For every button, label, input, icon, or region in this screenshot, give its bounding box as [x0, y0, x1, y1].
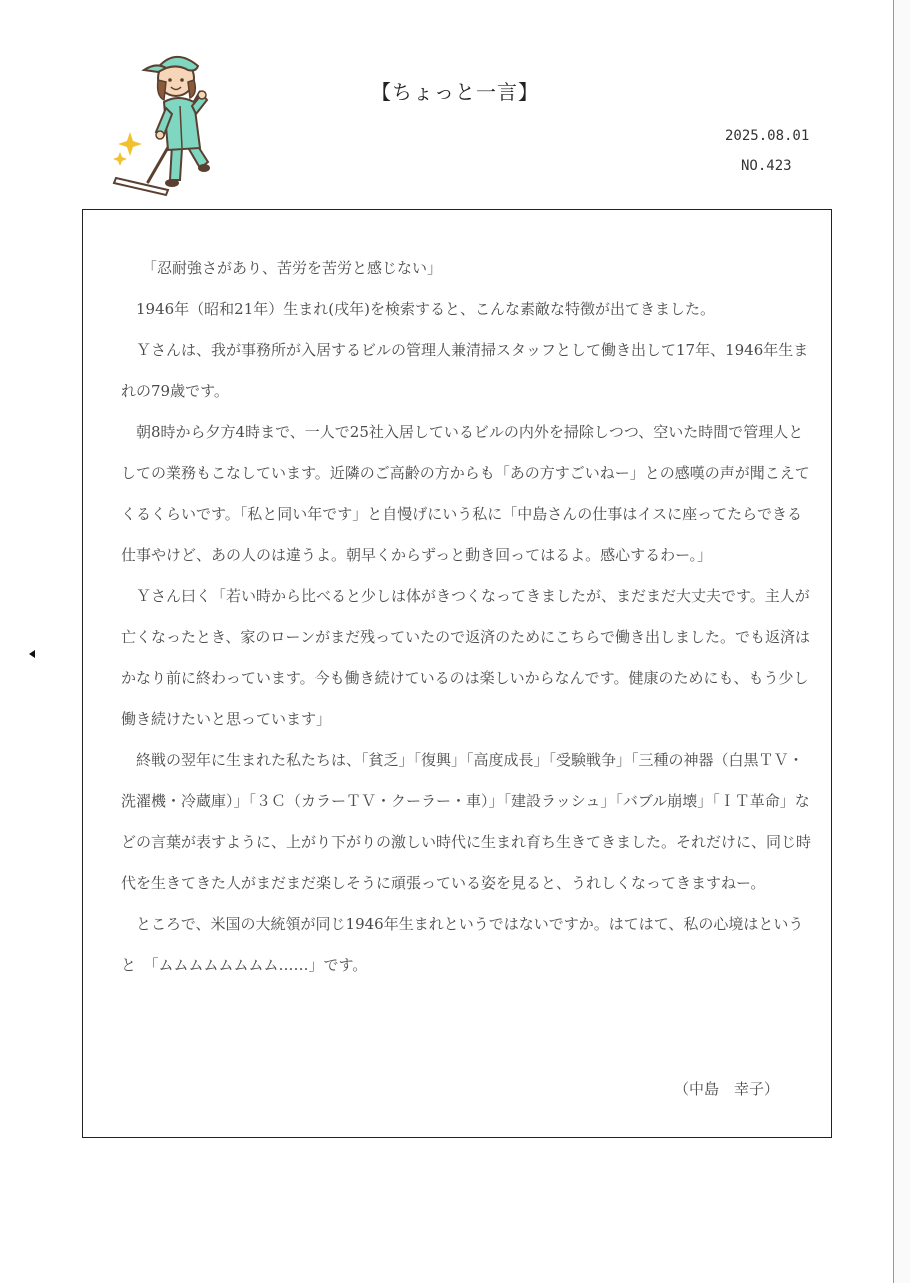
- issue-date: 2025.08.01: [725, 128, 810, 144]
- page-edge-scrollbar: [893, 0, 910, 1283]
- article-body: [121, 248, 811, 986]
- article-paragraph: 終戦の翌年に生まれた私たちは、「貧乏」「復興」「高度成長」「受験戦争」「三種の神器（白黒ＴＶ・洗濯機・冷蔵庫）」「３Ｃ（カラーＴＶ・クーラー・車）」「建設ラッシュ」「バブル崩壊」「ＩＴ革命」などの言葉が表すように、上がり下がりの激しい時代に生まれ育ち生きてきました。それだけに、同じ時代を生きてきた人がまだまだ楽しそうに頑張っている姿を見ると、うれしくなってきますねー。: [121, 751, 812, 892]
- article-box: [82, 209, 832, 1138]
- article-paragraph: ところで、米国の大統領が同じ1946年生まれというではないですか。はてはて、私の心境はというと 「ムムムムムムムム……」です。: [121, 915, 804, 974]
- article-paragraph: 朝8時から夕方4時まで、一人で25社入居しているビルの内外を掃除しつつ、空いた時間で管理人としての業務もこなしています。近隣のご高齢の方からも「あの方すごいねー」との感嘆の声が聞こえてくるくらいです。「私と同い年です」と自慢げにいう私に「中島さんの仕事はイスに座ってたらできる仕事やけど、あの人のは違うよ。朝早くからずっと動き回ってはるよ。感心するわー。」: [121, 423, 810, 564]
- article-paragraph: 「忍耐強さがあり、苦労を苦労と感じない」: [142, 259, 443, 277]
- article-paragraph: Ｙさん曰く「若い時から比べると少しは体がきつくなってきましたが、まだまだ大丈夫です。主人が亡くなったとき、家のローンがまだ残っていたので返済のためにこちらで働き出しました。でも返済はかなり前に終わっています。今も働き続けているのは楽しいからなんです。健康のためにも、もう少し働き続けたいと思っています」: [121, 587, 810, 728]
- article-paragraph: 1946年（昭和21年）生まれ(戌年)を検索すると、こんな素敵な特徴が出てきました。: [136, 300, 715, 318]
- cleaning-worker-icon: [108, 40, 218, 200]
- page-title: 【ちょっと一言】: [371, 80, 539, 104]
- left-arrow-icon[interactable]: [29, 650, 35, 658]
- author-signature: （中島 幸子）: [673, 1080, 779, 1098]
- article-paragraph: Ｙさんは、我が事務所が入居するビルの管理人兼清掃スタッフとして働き出して17年、1946年生まれの79歳です。: [121, 341, 809, 400]
- issue-number: NO.423: [741, 158, 792, 174]
